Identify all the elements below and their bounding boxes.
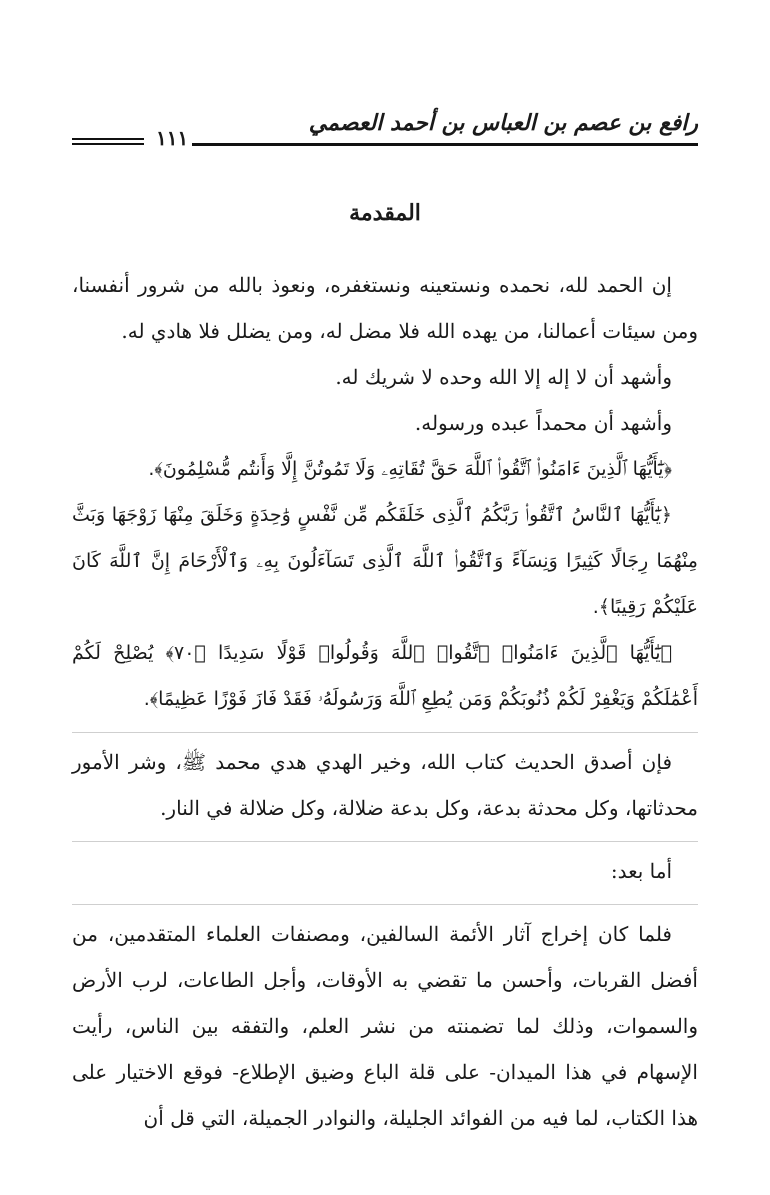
running-header: [72, 110, 698, 158]
header-rule-double: [72, 138, 144, 148]
divider: [72, 841, 698, 842]
page-number: ١١١: [152, 126, 192, 150]
chapter-title: المقدمة: [349, 200, 421, 226]
hadith-paragraph: فإن أصدق الحديث كتاب الله، وخير الهدي هدي محمد ﷺ، وشر الأمور محدثاتها، وكل محدثة بدعة، وكل بدعة ضلالة، وكل ضلالة في النار.: [72, 750, 698, 820]
quran-verse: ﴿يَٰٓأَيُّهَا ٱلَّذِينَ ءَامَنُوا۟ ٱتَّقُوا۟ ٱللَّهَ حَقَّ تُقَاتِهِۦ وَلَا تَمُوتُنَّ إِلَّا وَأَنتُم مُّسْلِمُونَ﴾.: [148, 458, 672, 480]
opening-paragraph: إن الحمد لله، نحمده ونستعينه ونستغفره، ونعوذ بالله من شرور أنفسنا، ومن سيئات أعمالنا، من يهده الله فلا مضل له، ومن يضلل فلا هادي له.: [72, 273, 698, 343]
quran-verse: ﴿يَٰٓأَيُّهَا ٱلنَّاسُ ٱتَّقُوا۟ رَبَّكُمُ ٱلَّذِى خَلَقَكُم مِّن نَّفْسٍ وَٰحِدَةٍ وَخَلَقَ مِنْهَا زَوْجَهَا وَبَثَّ مِنْهُمَا رِجَالًا كَثِيرًا وَنِسَآءً وَٱتَّقُوا۟ ٱللَّهَ ٱلَّذِى تَسَآءَلُونَ بِهِۦ وَٱلْأَرْحَامَ إِنَّ ٱللَّهَ كَانَ عَلَيْكُمْ رَقِيبًا﴾.: [72, 504, 698, 618]
header-title: رافع بن عصم بن العباس بن أحمد العصمي: [308, 110, 698, 136]
testimony-paragraph: وأشهد أن محمداً عبده ورسوله.: [414, 411, 672, 435]
body-paragraph: فلما كان إخراج آثار الأئمة السالفين، ومصنفات العلماء المتقدمين، من أفضل القربات، وأحسن ما تقضي به الأوقات، وأجل الطاعات، لرب الأرض والسموات، وذلك لما تضمنته من نشر العلم، والتفقه بين الناس، رأيت الإسهام في هذا الميدان- على قلة الباع وضيق الإطلاع- فوقع الاختيار على هذا الكتاب، لما فيه من الفوائد الجليلة، والنوادر الجميلة، التي قل أن: [72, 922, 698, 1130]
header-rule: [192, 143, 698, 146]
transition-paragraph: أما بعد:: [610, 859, 672, 883]
main-text: [72, 262, 698, 1141]
quran-verse: ﴿يَٰٓأَيُّهَا ٱلَّذِينَ ءَامَنُوا۟ ٱتَّقُوا۟ ٱللَّهَ وَقُولُوا۟ قَوْلًا سَدِيدًا ﴿٧٠﴾ يُصْلِحْ لَكُمْ أَعْمَٰلَكُمْ وَيَغْفِرْ لَكُمْ ذُنُوبَكُمْ وَمَن يُطِعِ ٱللَّهَ وَرَسُولَهُۥ فَقَدْ فَازَ فَوْزًا عَظِيمًا﴾.: [72, 642, 698, 710]
testimony-paragraph: وأشهد أن لا إله إلا الله وحده لا شريك له.: [335, 365, 672, 389]
divider: [72, 732, 698, 733]
divider: [72, 904, 698, 905]
